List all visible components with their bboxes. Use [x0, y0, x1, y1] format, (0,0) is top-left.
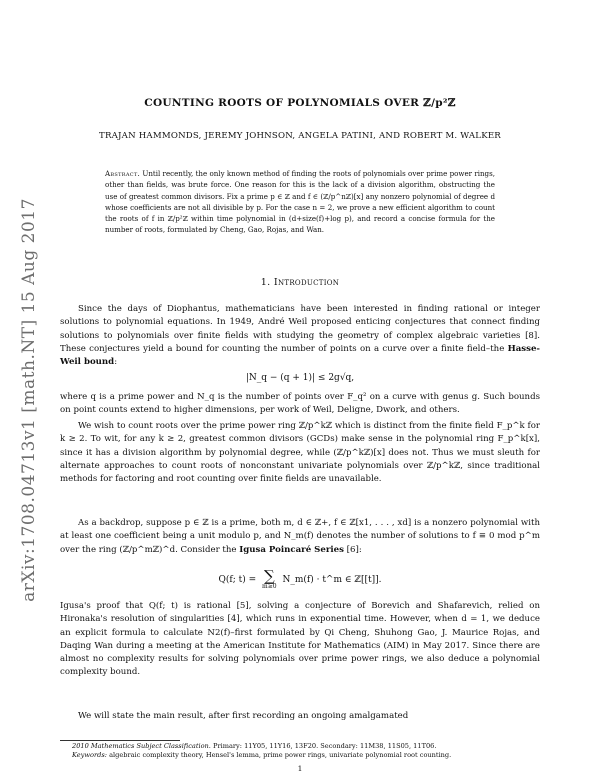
abstract-text: Until recently, the only known method of finding the roots of polynomials over prime power rings, other than fields, was brute force. One reason for this is the lack of a division algorithm, obstructing the use of greatest common divisors. Fix a prime p ∈ ℤ and f ∈ (ℤ/p^nℤ)[x] any nonzero polynomial of degree d whose coefficients are not all divisible by p. For the case n = 2, we prove a new efficient algorithm to count the roots of f in ℤ/p²ℤ within time polynomial in (d+size(f)+log p), and record a concise formula for the number of roots, formulated by Cheng, Gao, Rojas, and Wan. — [105, 169, 495, 235]
paragraph-4-text: As a backdrop, suppose p ∈ ℤ is a prime, both m, d ∈ ℤ+, f ∈ ℤ[x1, . . . , xd] is a nonzero polynomial with at least one coefficient being a unit modulo p, and N_m(f) denotes the number of solutions to f ≡ 0 mod p^m over the ring (ℤ/p^mℤ)^d. Consider the — [60, 518, 540, 555]
paper-title: COUNTING ROOTS OF POLYNOMIALS OVER ℤ/p²ℤ — [144, 97, 456, 109]
page-number: 1 — [297, 764, 303, 773]
paragraph-4 — [60, 517, 540, 557]
abstract-label: Abstract. — [105, 169, 141, 178]
equation-igusa — [0, 569, 600, 590]
igusa-eq-left: Q(f; t) = — [218, 575, 257, 585]
section-heading — [0, 277, 600, 288]
hasse-weil-colon: : — [114, 357, 118, 368]
section-heading-text: 1. Introduction — [260, 277, 340, 288]
sum-symbol: ∑ m≥0 — [262, 567, 277, 590]
igusa-series-term: Igusa Poincaré Series — [239, 544, 344, 555]
paragraph-6: We will state the main result, after first recording an ongoing amalgamated — [78, 711, 409, 721]
sum-subscript: m≥0 — [262, 583, 277, 590]
hasse-weil-term: Hasse-Weil bound — [60, 343, 540, 368]
msc-text: Primary: 11Y05, 11Y16, 13F20. Secondary: 11M38, 11S05, 11T06. — [213, 742, 437, 750]
paper-authors: TRAJAN HAMMONDS, JEREMY JOHNSON, ANGELA PATINI, AND ROBERT M. WALKER — [99, 131, 501, 141]
igusa-ref: [6]: — [343, 544, 362, 555]
igusa-eq-right: N_m(f) · t^m ∈ ℤ[[t]]. — [282, 575, 382, 585]
paragraph-1 — [60, 303, 540, 369]
footnote-rule — [60, 740, 180, 741]
footnote-msc — [72, 742, 542, 751]
paragraph-3: We wish to count roots over the prime power ring ℤ/p^kℤ which is distinct from the finite field F_p^k for k ≥ 2. To wit, for any k ≥ 2, greatest common divisors (GCDs) make sense in the polynomial ring F_p^k[x], since it has a division algorithm by polynomial degree, while (ℤ/p^kℤ)[x] does not. Thus we must sleuth for alternate approaches to count roots of nonconstant univariate polynomials over ℤ/p^kℤ, since traditional methods for factoring and root counting over finite fields are unavailable. — [60, 421, 540, 485]
equation-hasse-weil: |N_q − (q + 1)| ≤ 2g√q, — [245, 373, 355, 383]
paragraph-1-text: Since the days of Diophantus, mathematicians have been interested in finding rational or integer solutions to polynomial equations. In 1949, André Weil proposed enticing conjectures that connect finding solutions to polynomials over finite fields with studying the geometry of complex algebraic varieties [8]. These conjectures yield a bound for counting the number of points on a curve over a finite field–the — [60, 304, 540, 354]
keywords-label: Keywords: — [72, 751, 107, 759]
paragraph-2: where q is a prime power and N_q is the number of points over F_q² on a curve with genus g. Such bounds on point counts extend to higher dimensions, per work of Weil, Deligne, Dwork, and others. — [60, 392, 540, 416]
arxiv-stamp — [4, 185, 50, 615]
abstract — [105, 168, 495, 236]
msc-label: 2010 Mathematics Subject Classification. — [72, 742, 211, 750]
footnote-keywords — [72, 751, 542, 760]
keywords-text: algebraic complexity theory, Hensel's lemma, prime power rings, univariate polynomial root counting. — [109, 751, 452, 759]
paragraph-5: Igusa's proof that Q(f; t) is rational [5], solving a conjecture of Borevich and Shafarevich, relied on Hironaka's resolution of singularities [4], which runs in exponential time. However, when d = 1, we deduce an explicit formula to calculate N2(f)–first formulated by Qi Cheng, Shuhong Gao, J. Maurice Rojas, and Daqing Wan during a meeting at the American Institute for Mathematics (AIM) in May 2017. Since there are almost no complexity results for solving polynomials over prime power rings, we also deduce a polynomial complexity bound. — [60, 601, 540, 678]
arxiv-stamp-text: arXiv:1708.04713v1 [math.NT] 15 Aug 2017 — [19, 198, 39, 602]
